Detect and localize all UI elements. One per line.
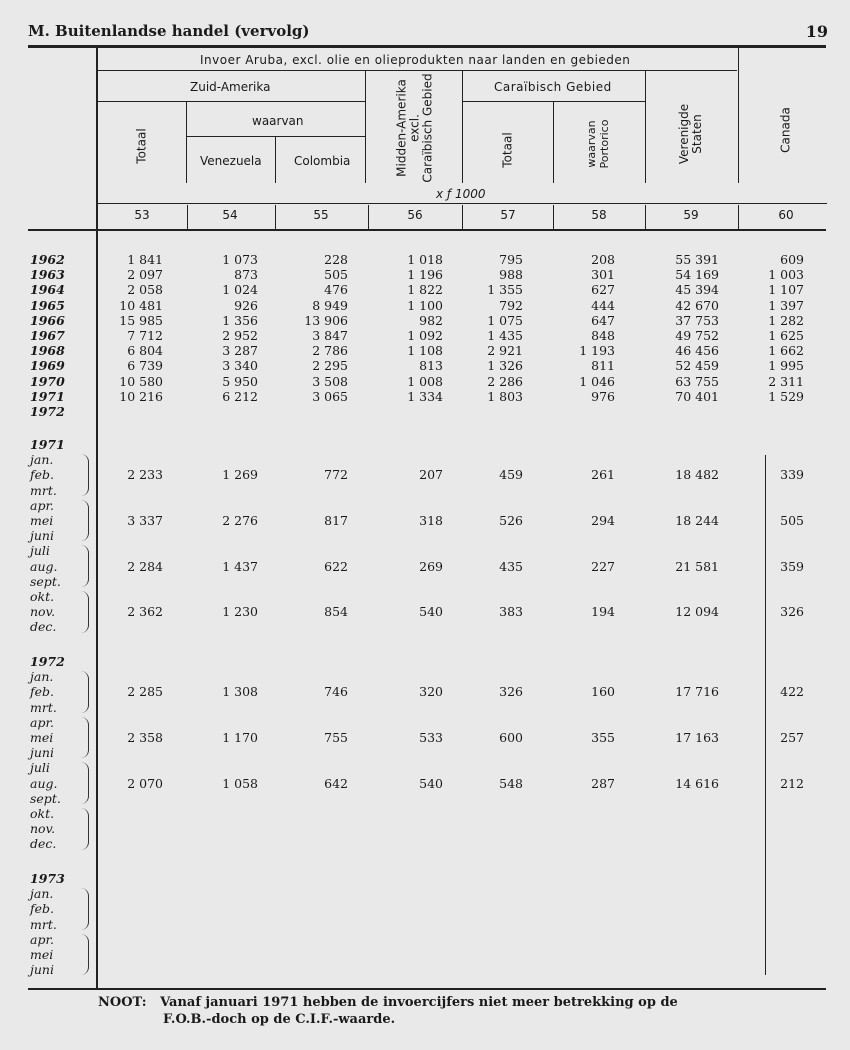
quarter-row-col-58: 294 <box>591 513 615 528</box>
month-label: mei <box>30 730 54 745</box>
quarter-row-col-54: 1 437 <box>222 558 258 574</box>
year-label: 1968 <box>30 343 65 359</box>
year-row-1969-col-59: 52 459 <box>675 358 719 374</box>
colnum-divider <box>553 205 554 229</box>
month-label: juni <box>30 962 54 978</box>
year-row-1968-col-58: 1 193 <box>579 343 615 359</box>
year-row-1964-col-53: 2 058 <box>127 282 163 298</box>
colnum-divider <box>187 205 188 229</box>
colnum-divider <box>368 205 369 229</box>
quarter-row-col-56: 533 <box>419 730 443 745</box>
year-row-1965-col-56: 1 100 <box>407 297 443 313</box>
quarter-row-col-57: 600 <box>499 730 523 745</box>
quarter-row-col-56: 269 <box>419 558 443 574</box>
quarter-row-col-60: 359 <box>780 558 804 574</box>
year-row-1963-col-58: 301 <box>591 267 615 283</box>
month-label: juni <box>30 528 54 544</box>
midden-amerika-label <box>396 73 435 182</box>
colnum-60: 60 <box>778 208 794 222</box>
colnum-divider <box>275 205 276 229</box>
year-row-1966-col-53: 15 985 <box>119 312 163 328</box>
month-label: okt. <box>30 589 55 604</box>
year-row-1962-col-60: 609 <box>780 252 804 267</box>
year-label: 1969 <box>30 358 65 374</box>
month-label: juli <box>30 760 50 776</box>
month-label: dec. <box>30 836 57 852</box>
quarter-brace <box>80 888 89 930</box>
year-row-1968-col-53: 6 804 <box>127 343 163 359</box>
quarter-row-col-60: 257 <box>780 730 804 745</box>
quarter-brace <box>80 545 89 587</box>
year-row-1967-col-54: 2 952 <box>222 328 258 343</box>
quarter-row-col-54: 1 170 <box>222 730 258 745</box>
year-row-1969-col-53: 6 739 <box>127 358 163 374</box>
year-row-1966-col-58: 647 <box>591 312 615 328</box>
quarter-row-col-53: 2 358 <box>127 730 163 745</box>
divider-vs <box>738 48 739 183</box>
year-row-1970-col-58: 1 046 <box>579 373 615 389</box>
month-label: jan. <box>30 452 54 468</box>
year-row-1970-col-53: 10 580 <box>119 373 163 389</box>
quarter-row-col-59: 17 716 <box>675 684 719 700</box>
divider-totaal <box>186 101 187 183</box>
year-row-1966-col-60: 1 282 <box>768 312 804 328</box>
colnum-57: 57 <box>500 208 516 222</box>
colnum-58: 58 <box>591 208 607 222</box>
portorico-line1: waarvan <box>585 120 598 168</box>
year-row-1965-col-53: 10 481 <box>119 297 163 313</box>
unit-label: x ƒ 1000 <box>436 187 486 201</box>
bottom-rule <box>28 988 826 990</box>
year-row-1966-col-57: 1 075 <box>487 312 523 328</box>
quarter-row-col-59: 17 163 <box>675 730 719 745</box>
colombia-label: Colombia <box>294 154 351 168</box>
quarter-brace <box>80 717 89 759</box>
canada-label: Canada <box>778 107 793 153</box>
portorico-label <box>585 120 611 169</box>
quarter-brace <box>80 934 89 976</box>
year-row-1963-col-57: 988 <box>499 267 523 283</box>
header-bottom-rule <box>28 229 826 231</box>
year-row-1967-col-55: 3 847 <box>312 328 348 343</box>
year-row-1967-col-58: 848 <box>591 328 615 343</box>
quarter-row-col-58: 227 <box>591 558 615 574</box>
year-row-1962-col-55: 228 <box>324 252 348 267</box>
quarter-row-col-60: 422 <box>780 684 804 700</box>
quarter-row-col-56: 207 <box>419 467 443 483</box>
year-row-1962-col-57: 795 <box>499 252 523 267</box>
year-label: 1964 <box>30 282 65 298</box>
month-label: feb. <box>30 684 54 700</box>
page-title: M. Buitenlandse handel (vervolg) <box>28 22 310 40</box>
year-label: 1970 <box>30 373 65 389</box>
year-row-1971-col-56: 1 334 <box>407 388 443 404</box>
year-row-1968-col-55: 2 786 <box>312 343 348 359</box>
year-row-1970-col-54: 5 950 <box>222 373 258 389</box>
year-row-1968-col-56: 1 108 <box>407 343 443 359</box>
quarter-brace <box>80 808 89 850</box>
canada-section-divider <box>765 455 766 975</box>
divider-caraibisch <box>645 70 646 183</box>
stub-divider <box>96 48 98 988</box>
quarter-brace <box>80 500 89 542</box>
month-label: feb. <box>30 901 54 917</box>
waarvan-underline <box>187 136 365 137</box>
year-row-1965-col-60: 1 397 <box>768 297 804 313</box>
quarter-row-col-58: 261 <box>591 467 615 483</box>
table-main-title: Invoer Aruba, excl. olie en olieprodukten naar landen en gebieden <box>200 53 631 67</box>
quarter-row-col-55: 772 <box>324 467 348 483</box>
year-row-1971-col-53: 10 216 <box>119 388 163 404</box>
month-label: sept. <box>30 790 61 806</box>
year-row-1963-col-59: 54 169 <box>675 267 719 283</box>
quarter-row-col-57: 459 <box>499 467 523 483</box>
quarter-row-col-59: 12 094 <box>675 604 719 620</box>
month-label: feb. <box>30 467 54 483</box>
year-row-1969-col-56: 813 <box>419 358 443 374</box>
quarter-row-col-58: 287 <box>591 775 615 791</box>
quarter-row-col-54: 1 058 <box>222 775 258 791</box>
year-row-1964-col-54: 1 024 <box>222 282 258 298</box>
totaal-label: Totaal <box>134 128 149 164</box>
year-row-1964-col-55: 476 <box>324 282 348 298</box>
year-row-1966-col-59: 37 753 <box>675 312 719 328</box>
month-label: sept. <box>30 573 61 589</box>
quarter-row-col-55: 755 <box>324 730 348 745</box>
month-label: apr. <box>30 497 55 513</box>
caraibisch-label: Caraïbisch Gebied <box>494 80 612 94</box>
colnum-top-rule <box>97 203 827 204</box>
totaal2-label: Totaal <box>500 132 515 168</box>
year-label: 1962 <box>30 252 65 267</box>
vs-label <box>678 104 704 164</box>
quarter-row-col-53: 2 362 <box>127 604 163 620</box>
year-label: 1965 <box>30 297 65 313</box>
colnum-divider <box>645 205 646 229</box>
midden-line1: Midden-Amerika <box>394 79 409 177</box>
month-label: aug. <box>30 775 58 791</box>
year-row-1971-col-59: 70 401 <box>675 388 719 404</box>
quarter-row-col-53: 3 337 <box>127 513 163 528</box>
vs-line2: Staten <box>690 114 704 154</box>
quarter-row-col-55: 854 <box>324 604 348 620</box>
month-label: mei <box>30 513 54 528</box>
year-row-1969-col-58: 811 <box>591 358 615 374</box>
quarter-row-col-57: 526 <box>499 513 523 528</box>
year-row-1971-col-55: 3 065 <box>312 388 348 404</box>
quarter-row-col-57: 326 <box>499 684 523 700</box>
section-year-label: 1971 <box>30 437 65 452</box>
quarter-row-col-54: 1 230 <box>222 604 258 620</box>
portorico-line2: Portorico <box>598 119 611 169</box>
year-row-1967-col-60: 1 625 <box>768 328 804 343</box>
year-row-1968-col-59: 46 456 <box>675 343 719 359</box>
year-row-1965-col-54: 926 <box>234 297 258 313</box>
year-row-1964-col-57: 1 355 <box>487 282 523 298</box>
waarvan-label: waarvan <box>252 114 304 128</box>
year-row-1970-col-59: 63 755 <box>675 373 719 389</box>
divider-zuidamerika <box>365 70 366 183</box>
quarter-row-col-53: 2 233 <box>127 467 163 483</box>
quarter-row-col-59: 14 616 <box>675 775 719 791</box>
year-row-1962-col-56: 1 018 <box>407 252 443 267</box>
quarter-row-col-53: 2 285 <box>127 684 163 700</box>
year-row-1965-col-55: 8 949 <box>312 297 348 313</box>
midden-line2: excl. <box>407 114 422 142</box>
quarter-row-col-56: 540 <box>419 604 443 620</box>
quarter-row-col-54: 2 276 <box>222 513 258 528</box>
quarter-row-col-57: 383 <box>499 604 523 620</box>
year-row-1964-col-60: 1 107 <box>768 282 804 298</box>
year-row-1962-col-58: 208 <box>591 252 615 267</box>
section-year-label: 1972 <box>30 654 65 669</box>
quarter-row-col-59: 18 244 <box>675 513 719 528</box>
zuid-amerika-underline <box>97 101 365 102</box>
year-row-1965-col-59: 42 670 <box>675 297 719 313</box>
year-row-1964-col-58: 627 <box>591 282 615 298</box>
quarter-row-col-56: 540 <box>419 775 443 791</box>
colnum-divider <box>738 205 739 229</box>
page-number: 19 <box>805 22 828 41</box>
year-row-1964-col-56: 1 822 <box>407 282 443 298</box>
month-label: apr. <box>30 931 55 947</box>
quarter-row-col-60: 212 <box>780 775 804 791</box>
colnum-55: 55 <box>313 208 329 222</box>
section-year-label: 1973 <box>30 871 65 886</box>
colnum-54: 54 <box>222 208 238 222</box>
year-row-1970-col-57: 2 286 <box>487 373 523 389</box>
month-label: aug. <box>30 558 58 574</box>
year-row-1969-col-60: 1 995 <box>768 358 804 374</box>
quarter-row-col-60: 339 <box>780 467 804 483</box>
quarter-row-col-53: 2 070 <box>127 775 163 791</box>
quarter-row-col-54: 1 308 <box>222 684 258 700</box>
year-row-1967-col-53: 7 712 <box>127 328 163 343</box>
zuid-amerika-label: Zuid-Amerika <box>190 80 271 94</box>
year-label: 1966 <box>30 312 65 328</box>
quarter-row-col-55: 746 <box>324 684 348 700</box>
month-label: jan. <box>30 886 54 902</box>
quarter-row-col-57: 435 <box>499 558 523 574</box>
year-row-1971-col-57: 1 803 <box>487 388 523 404</box>
quarter-row-col-55: 642 <box>324 775 348 791</box>
colnum-53: 53 <box>134 208 150 222</box>
divider-totaal2 <box>553 101 554 183</box>
year-row-1967-col-56: 1 092 <box>407 328 443 343</box>
note-line2: F.O.B.-doch op de C.I.F.-waarde. <box>163 1012 396 1027</box>
year-label: 1967 <box>30 328 65 343</box>
year-row-1967-col-57: 1 435 <box>487 328 523 343</box>
quarter-brace <box>80 591 89 633</box>
divider-venezuela <box>275 136 276 183</box>
month-label: mrt. <box>30 482 57 498</box>
quarter-row-col-59: 21 581 <box>675 558 719 574</box>
quarter-row-col-60: 505 <box>780 513 804 528</box>
month-label: nov. <box>30 604 56 620</box>
quarter-brace <box>80 454 89 496</box>
year-row-1963-col-56: 1 196 <box>407 267 443 283</box>
note-label: NOOT: <box>98 995 147 1010</box>
quarter-brace <box>80 671 89 713</box>
year-row-1968-col-60: 1 662 <box>768 343 804 359</box>
year-label: 1972 <box>30 404 65 419</box>
year-row-1966-col-54: 1 356 <box>222 312 258 328</box>
month-label: mei <box>30 947 54 962</box>
year-label: 1963 <box>30 267 65 283</box>
year-row-1962-col-54: 1 073 <box>222 252 258 267</box>
title-underline <box>97 70 737 71</box>
quarter-row-col-56: 320 <box>419 684 443 700</box>
year-row-1968-col-54: 3 287 <box>222 343 258 359</box>
month-label: mrt. <box>30 699 57 715</box>
year-row-1971-col-58: 976 <box>591 388 615 404</box>
year-row-1966-col-55: 13 906 <box>304 312 348 328</box>
year-row-1971-col-60: 1 529 <box>768 388 804 404</box>
year-row-1963-col-55: 505 <box>324 267 348 283</box>
year-label: 1971 <box>30 388 65 404</box>
year-row-1968-col-57: 2 921 <box>487 343 523 359</box>
quarter-brace <box>80 762 89 804</box>
year-row-1962-col-59: 55 391 <box>675 252 719 267</box>
quarter-row-col-55: 817 <box>324 513 348 528</box>
quarter-row-col-55: 622 <box>324 558 348 574</box>
quarter-row-col-57: 548 <box>499 775 523 791</box>
colnum-56: 56 <box>407 208 423 222</box>
year-row-1970-col-55: 3 508 <box>312 373 348 389</box>
quarter-row-col-59: 18 482 <box>675 467 719 483</box>
year-row-1970-col-56: 1 008 <box>407 373 443 389</box>
year-row-1970-col-60: 2 311 <box>768 373 804 389</box>
midden-line3: Caraïbisch Gebied <box>420 73 435 183</box>
year-row-1969-col-54: 3 340 <box>222 358 258 374</box>
month-label: apr. <box>30 714 55 730</box>
venezuela-label: Venezuela <box>200 154 262 168</box>
vs-line1: Verenigde <box>677 103 691 165</box>
note-line1: Vanaf januari 1971 hebben de invoercijfers niet meer betrekking op de <box>160 995 678 1010</box>
footnote <box>98 994 678 1028</box>
divider-midden <box>462 70 463 183</box>
month-label: dec. <box>30 619 57 635</box>
quarter-row-col-54: 1 269 <box>222 467 258 483</box>
year-row-1964-col-59: 45 394 <box>675 282 719 298</box>
year-row-1969-col-57: 1 326 <box>487 358 523 374</box>
quarter-row-col-58: 355 <box>591 730 615 745</box>
year-row-1969-col-55: 2 295 <box>312 358 348 374</box>
colnum-59: 59 <box>683 208 699 222</box>
year-row-1963-col-53: 2 097 <box>127 267 163 283</box>
quarter-row-col-53: 2 284 <box>127 558 163 574</box>
quarter-row-col-56: 318 <box>419 513 443 528</box>
top-rule <box>28 45 826 48</box>
quarter-row-col-58: 160 <box>591 684 615 700</box>
year-row-1965-col-58: 444 <box>591 297 615 313</box>
month-label: mrt. <box>30 916 57 932</box>
year-row-1965-col-57: 792 <box>499 297 523 313</box>
year-row-1963-col-60: 1 003 <box>768 267 804 283</box>
year-row-1962-col-53: 1 841 <box>127 252 163 267</box>
year-row-1963-col-54: 873 <box>234 267 258 283</box>
quarter-row-col-60: 326 <box>780 604 804 620</box>
year-row-1967-col-59: 49 752 <box>675 328 719 343</box>
month-label: nov. <box>30 821 56 837</box>
year-row-1971-col-54: 6 212 <box>222 388 258 404</box>
year-row-1966-col-56: 982 <box>419 312 443 328</box>
month-label: juni <box>30 745 54 761</box>
month-label: juli <box>30 543 50 559</box>
month-label: okt. <box>30 806 55 821</box>
colnum-divider <box>462 205 463 229</box>
quarter-row-col-58: 194 <box>591 604 615 620</box>
month-label: jan. <box>30 669 54 685</box>
